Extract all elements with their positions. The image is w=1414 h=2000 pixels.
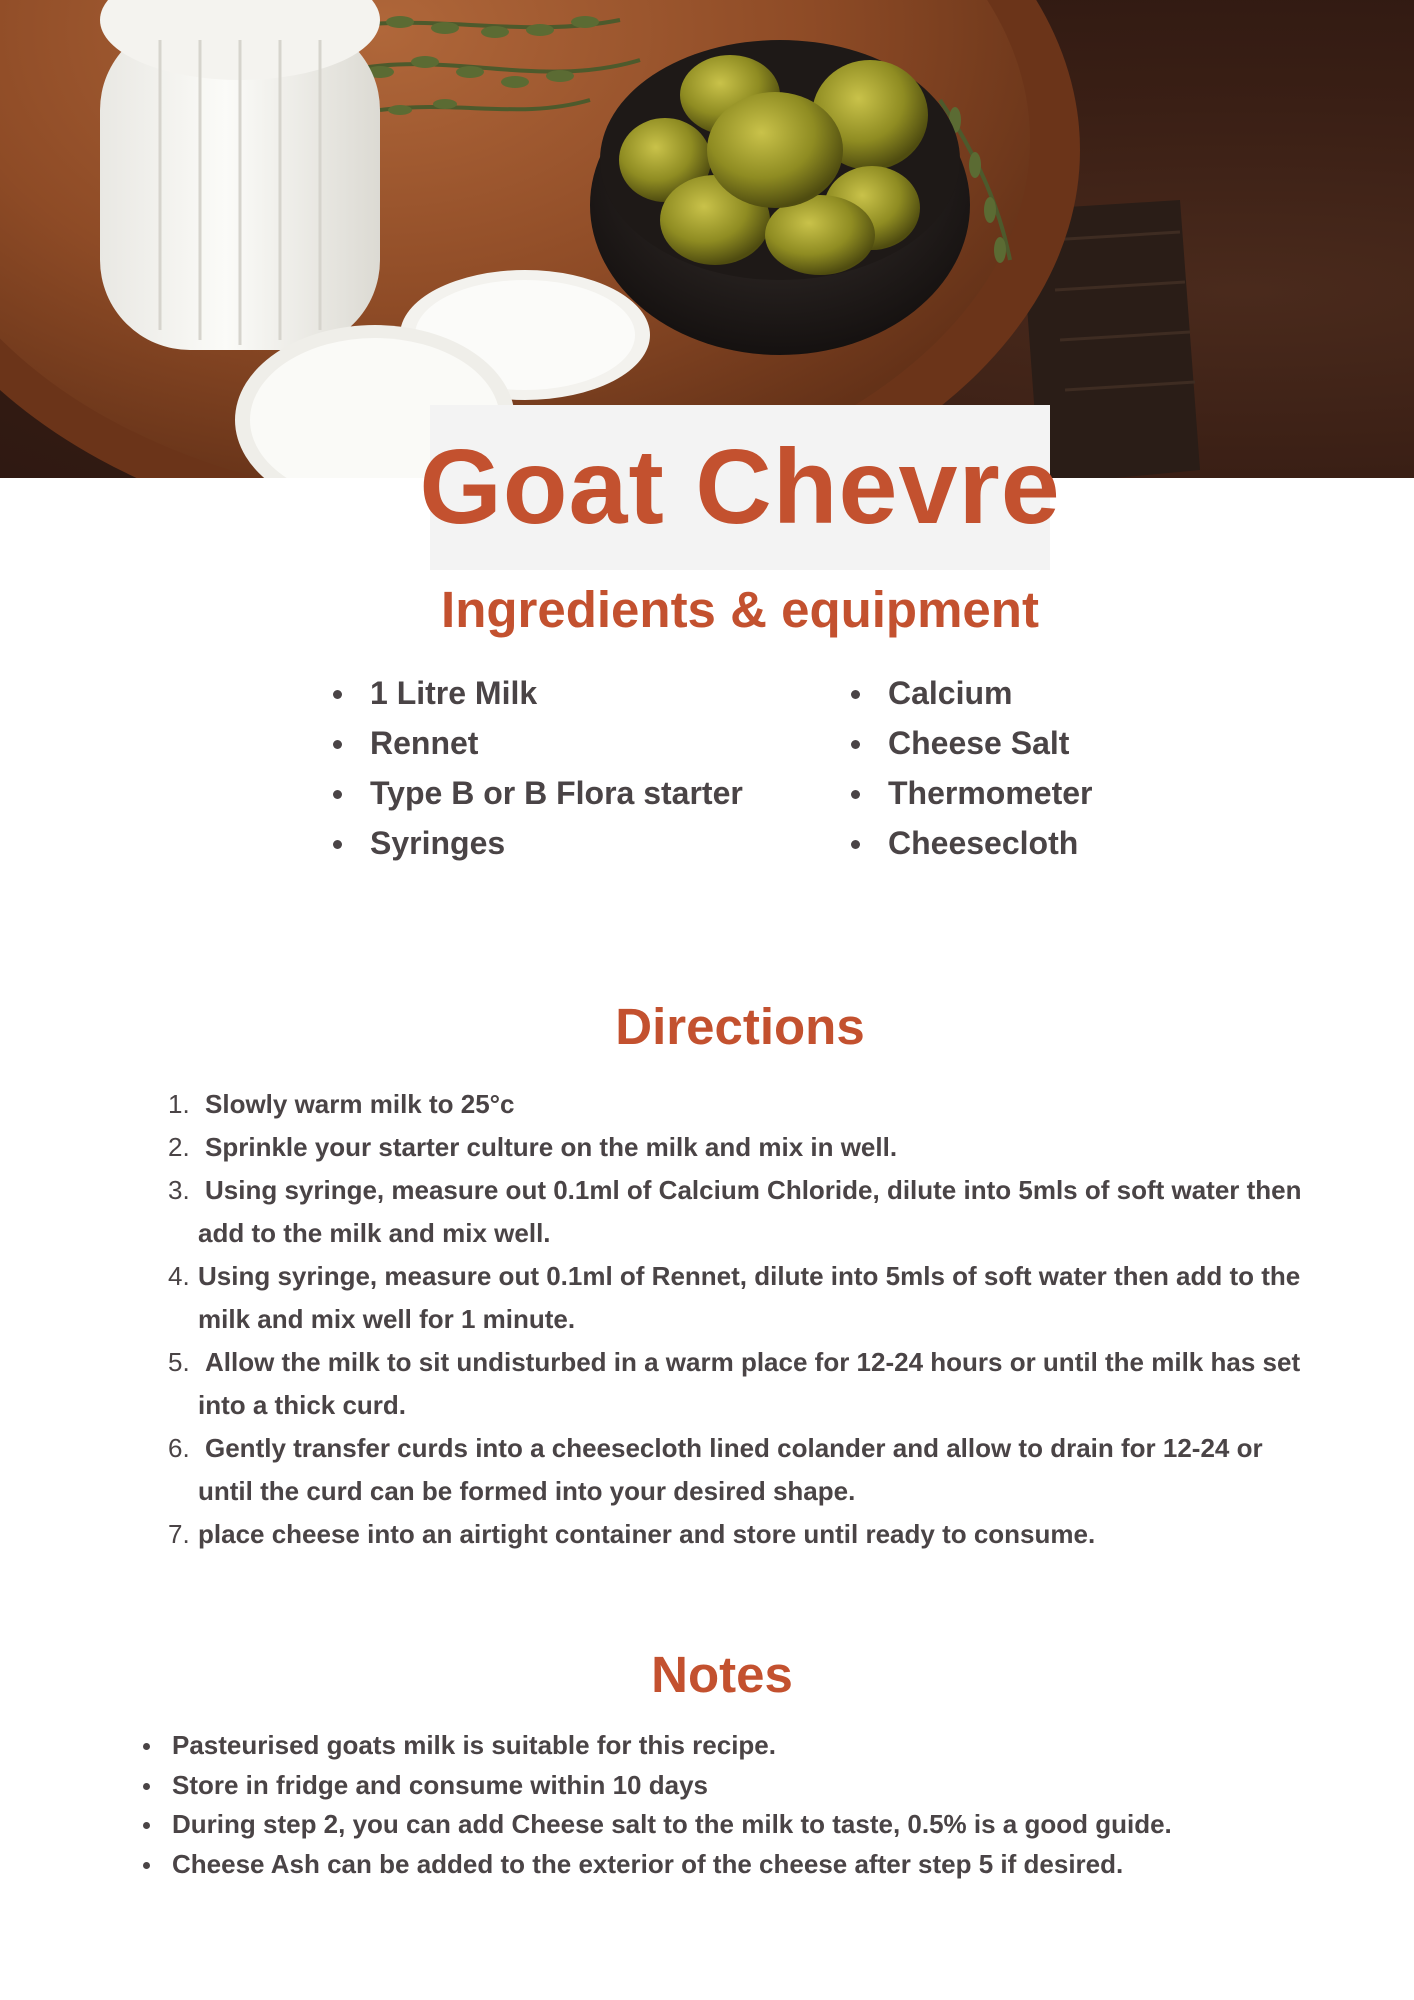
direction-step [168,1427,1318,1513]
list-item: Cheese Salt [848,718,1093,768]
list-item: Cheese Ash can be added to the exterior of the cheese after step 5 if desired. [140,1845,1340,1885]
step-text: Sprinkle your starter culture on the milk and mix in well. [205,1132,898,1162]
page-title: Goat Chevre [419,428,1061,546]
directions-heading: Directions [615,998,865,1055]
notes-heading: Notes [651,1646,793,1703]
list-item: Pasteurised goats milk is suitable for this recipe. [140,1726,1340,1766]
direction-step [168,1255,1318,1341]
list-item: 1 Litre Milk [330,668,743,718]
step-text: Using syringe, measure out 0.1ml of Calcium Chloride, dilute into 5mls of soft water then add to the milk and mix well. [198,1175,1302,1248]
list-item: During step 2, you can add Cheese salt to the milk to taste, 0.5% is a good guide. [140,1805,1340,1845]
list-item: Store in fridge and consume within 10 days [140,1766,1340,1806]
notes-list [140,1726,1340,1884]
ingredients-heading: Ingredients & equipment [441,581,1039,638]
list-item: Cheesecloth [848,818,1093,868]
direction-step [168,1083,1318,1126]
title-box [419,405,1061,570]
ingredients-list-left [330,668,743,868]
step-number: 7. [168,1519,190,1549]
direction-step [168,1341,1318,1427]
step-number: 1. [168,1089,190,1119]
directions-list [168,1083,1318,1556]
step-text: Allow the milk to sit undisturbed in a warm place for 12-24 hours or until the milk has set into a thick curd. [198,1347,1301,1420]
step-text: place cheese into an airtight container and store until ready to consume. [198,1519,1096,1549]
ingredients-list-right [848,668,1093,868]
list-item: Thermometer [848,768,1093,818]
step-number: 4. [168,1261,190,1291]
list-item: Rennet [330,718,743,768]
step-text: Gently transfer curds into a cheesecloth lined colander and allow to drain for 12-24 or until the curd can be formed into your desired shape. [198,1433,1263,1506]
step-number: 6. [168,1433,190,1463]
list-item: Calcium [848,668,1093,718]
list-item: Type B or B Flora starter [330,768,743,818]
step-number: 5. [168,1347,190,1377]
direction-step [168,1126,1318,1169]
step-text: Slowly warm milk to 25°c [205,1089,515,1119]
step-number: 2. [168,1132,190,1162]
list-item: Syringes [330,818,743,868]
step-text: Using syringe, measure out 0.1ml of Rennet, dilute into 5mls of soft water then add to the milk and mix well for 1 minute. [198,1261,1301,1334]
step-number: 3. [168,1175,190,1205]
direction-step [168,1169,1318,1255]
direction-step [168,1513,1318,1556]
